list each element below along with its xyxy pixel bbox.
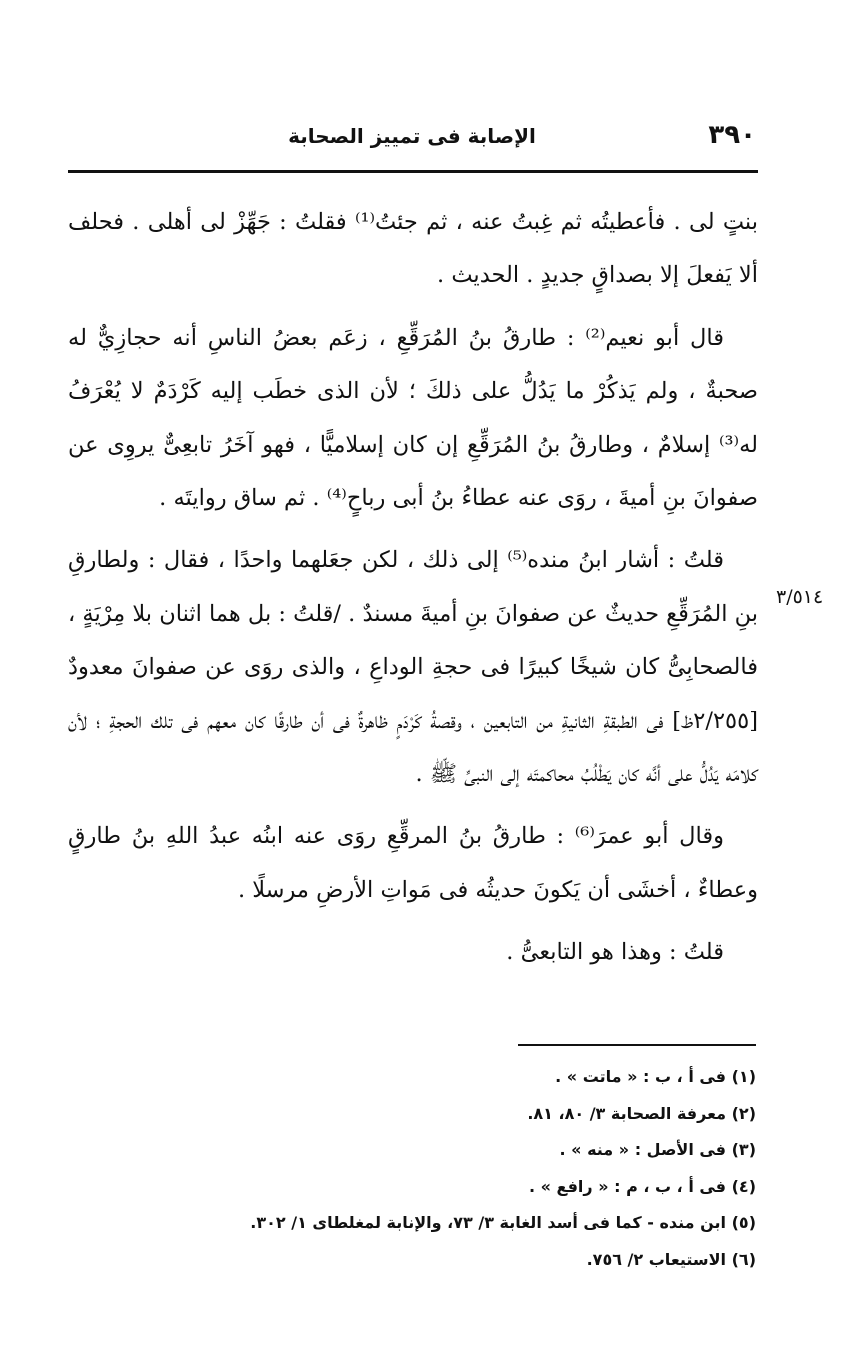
footnotes bbox=[68, 1059, 756, 1278]
margin-reference: ٣/٥١٤ bbox=[776, 586, 824, 608]
paragraph: قلتُ : وهذا هو التابعىُّ . bbox=[506, 939, 724, 966]
main-text bbox=[68, 196, 758, 989]
footnote: (٢) معرفة الصحابة ٣/ ٨٠، ٨١. bbox=[527, 1103, 756, 1123]
header-rule bbox=[68, 170, 758, 173]
paragraph: قال أبو نعيم⁽²⁾ : طارقُ بنُ المُرَقِّعِ ، زعَم بعضُ الناسِ أنه حجازِيٌّ له صحبةٌ ، ولم يَذكُرْ ما يَدُلُّ على ذلكَ ؛ لأن الذى خطَب إليه كَرْدَمٌ لا يُعْرَفُ له⁽³⁾ إسلامٌ ، وطارقُ بنُ المُرَقِّعِ إن كان إسلاميًّا ، فهو آخَرُ تابعِىٌّ يروِى عن صفوانَ بنِ أميةَ ، روَى عنه عطاءُ بنُ أبى رباحٍ⁽⁴⁾ . ثم ساق روايتَه . bbox=[68, 324, 758, 512]
footnote: (١) فى أ ، ب : « ماتت » . bbox=[555, 1067, 756, 1086]
page-number: ٣٩٠ bbox=[708, 120, 756, 150]
footnote: (٤) فى أ ، ب ، م : « رافع » . bbox=[528, 1176, 756, 1196]
paragraph: بنتٍ لى . فأعطيتُه ثم غِبتُ عنه ، ثم جئتُ⁽¹⁾ فقلتُ : جَهِّزْ لى أهلى . فحلف ألا يَفعلَ إلا بصداقٍ جديدٍ . الحديث . bbox=[68, 209, 758, 289]
footnote: (٣) فى الأصل : « منه » . bbox=[559, 1140, 756, 1159]
footnote-rule bbox=[518, 1044, 756, 1046]
paragraph: قلتُ : أشار ابنُ منده⁽⁵⁾ إلى ذلك ، لكن جعَلهما واحدًا ، فقال : ولطارقِ بنِ المُرَقِّعِ حديثٌ عن صفوانَ بنِ أميةَ مسندٌ . /قلتُ : بل هما اثنان بلا مِرْيَةٍ ، فالصحابِىُّ كان شيخًا كبيرًا فى حجةِ الوداعِ ، والذى روَى عن صفوانَ معدودٌ [٢/٢٥٥ظ] فى الطبقةِ الثانيةِ من التابعين ، وقصةُ كَرْدَمٍ ظاهرةٌ فى أن طارقًا كان معهم فى تلك الحجةِ ؛ لأن كلامَه يَدُلُّ على أنَّه كان يَطْلُبُ محاكمتَه إلى النبىِّ ﷺ . bbox=[68, 547, 758, 788]
footnote: (٦) الاستيعاب ٢/ ٧٥٦. bbox=[586, 1249, 756, 1269]
book-title: الإصابة فى تمييز الصحابة bbox=[288, 124, 536, 148]
paragraph: وقال أبو عمرَ⁽⁶⁾ : طارقُ بنُ المرقِّعِ روَى عنه ابنُه عبدُ اللهِ بنُ طارقٍ وعطاءٌ ، أخشَى أن يَكونَ حديثُه فى مَواتِ الأرضِ مرسلًا . bbox=[68, 823, 758, 903]
footnote: (٥) ابن منده - كما فى أسد الغابة ٣/ ٧٣، والإنابة لمغلطاى ١/ ٣٠٢. bbox=[250, 1213, 756, 1232]
page-header bbox=[68, 118, 756, 158]
